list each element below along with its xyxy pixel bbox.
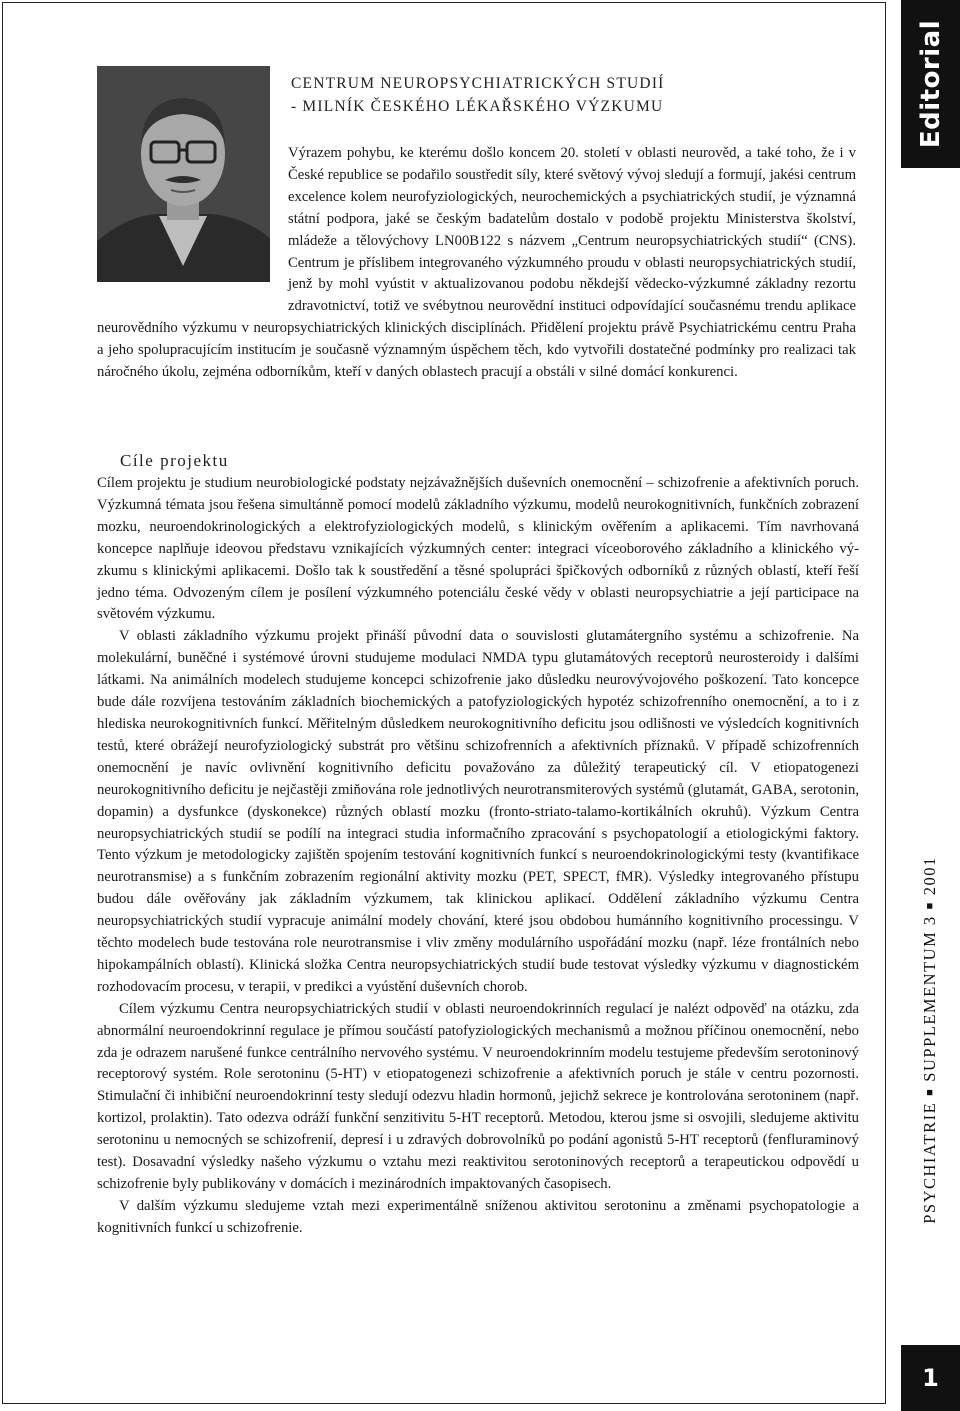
section-paragraph: Cílem projektu je studium neurobiologické podstaty nejzávažnějších duševních onemocnění – schizofrenie a afektivních poruch. Výzkumná témata jsou řešena simultánně pomocí modelů základního výzkumu, modelů neurokognitivních, funkčních zobrazení mozku, neuroendokrinologických a elektrofyziologických modelů, s klinickým ověřením a aplikacemi. Tím navrhovaná koncepce naplňuje ideovou představu vznikajících výzkumných center: integraci víceoborového základního a klinického výzkumu s klinickými aplikacemi. Došlo tak k soustředění a těsné spolupráci špičkových odborníků z různých oblastí, kteří řeší jedno téma. Odvozeným cílem je posílení výzkumného potenciálu české vědy v oblasti neuropsychiatrie a její participace na světovém výzkumu. (97, 475, 859, 623)
intro-block (97, 143, 856, 384)
article-title (291, 72, 851, 118)
journal-info (920, 856, 940, 1224)
section-paragraph: V oblasti základního výzkumu projekt přináší původní data o souvislosti glutamátergního systému a schizofrenie. Na molekulární, buněčné i systémové úrovni studujeme modulaci NMDA typu glutamátových receptorů neurosteroidy i dalšími látkami. Na animálních modelech studujeme koncepci schizofrenie jako důsledku neurovývojového poškození. Tato koncepce bude dále rozvíjena testováním základních biochemických a patofyziologických hypotéz schizofrenního onemocnění, a to i z hlediska neurokognitivních funkcí. Měřitelným důsledkem neurokognitivního deficitu jsou odlišnosti ve výsledcích kognitivních testů, které obrážejí neurofyziologický substrát pro většinu schizofrenních a afektivních příznaků. V případě schizofrenních onemocnění je navíc ovlivnění kognitivního deficitu považováno za důležitý terapeutický cíl. V etiopatogenezi neurokognitivního deficitu je nejčastěji zmiňována role jednotlivých neurotransmiterových systémů (glutamát, GABA, serotonin, dopamin) a dysfunkce (dyskonekce) různých oblastí mozku (fronto-striato-talamo-kortikálních okruhů). Výzkum Centra neuropsychiatrických studií se podílí na integraci studia informačního zpracování s psychopatologií a etiologickými faktory. Tento výzkum je metodologicky zajištěn spojením testování kognitivních funkcí s neuroendokrinologickými testy (kvantifikace neurotransmise) a s funkčním zobrazením regionální aktivity mozku (PET, SPECT, fMR). Výsledky integrovaného přístupu budou dále ověřovány jak základním výzkumem, tak klinickou aplikací. Oddělení základního výzkumu Centra neuropsychiatrických studií vypracuje animální modely chování, které jsou obdobou humánního kognitivního processingu. V těchto modelech bude testována role neurotransmise i vliv změny modulárního uspořádání mozku (např. léze frontálních nebo hipokampálních oblastí). Klinická složka Centra neuropsychiatrických studií bude testovat výsledky výzkumu v diagnostickém rozhodovacím procesu, v terapii, v predikci a vyústění duševních chorob. (97, 628, 859, 995)
editorial-label: Editorial (915, 19, 946, 149)
section-title: Cíle projektu (120, 451, 229, 470)
year-label: 2001 (920, 856, 939, 896)
intro-paragraph: Výrazem pohybu, ke kterému došlo koncem 20. století v oblasti neurověd, a také toho, že i v České republice se podařilo soustředit síly, které světový vývoj sledují a formují, jakési centrum excelence kolem neurofyziologických, neurochemických a psychiatrických studií, je významná státní podpora, jaké se českým badatelům dostalo v podobě projektu Ministerstva školství, mládeže a tělovýchovy LN00B122 s názvem „Centrum neuropsychiatrických studií“ (CNS). Centrum je příslibem integrovaného výzkumného proudu v oblasti neuropsychiatrických studií, jenž by mohl vyústit v aktualizovanou podobu někdejší vědecko-výzkumné základny rezortu zdravotnictví, totiž ve svébytnou neurovědní instituci odpovídající současnému trendu aplikace neurovědního výzkumu v neuropsychiatrických klinických disciplínách. Přidělení projektu právě Psychiatrickému centru Praha a jeho spolupracujícím institucím je současně významným úspěchem těch, kdo vytvořili dostatečné podmínky pro realizaci tak náročného úkolu, zejména odborníkům, kteří v daných oblastech pracují a obstáli v silné domácí konkurenci. (97, 145, 856, 381)
page-number: 1 (901, 1345, 960, 1411)
article-title-line-1: CENTRUM NEUROPSYCHIATRICKÝCH STUDIÍ (291, 75, 665, 92)
editorial-tab (901, 0, 960, 168)
section-body (97, 473, 859, 1240)
journal-name: PSYCHIATRIE (920, 1101, 939, 1224)
article-title-line-2: - MILNÍK ČESKÉHO LÉKAŘSKÉHO VÝZKUMU (291, 98, 664, 115)
section-paragraph: Cílem výzkumu Centra neuropsychiatrických studií v oblasti neuroendokrinních regulací je nalézt odpověď na otázku, zda abnormální neuroendokrinní regulace je přímou součástí patofyziologických mechanismů a možnou příčinou onemocnění, nebo zda je odrazem narušené funkce centrálního nervového systému. V neuroendokrinním modelu testujeme především serotoninový receptorový systém. Role serotoninu (5-HT) v etiopatogenezi schizofrenie a afektivních poruch je stále v centru pozornosti. Stimulační či inhibiční neuroendokrinní testy sledují odezvu hladin hormonů, jejichž sekrece je kontrolována serotoninem (např. kortizol, prolaktin). Tato odezva odráží funkční senzitivitu 5-HT receptorů. Metodou, kterou jsme si osvojili, sledujeme aktivitu serotoninu u nemocných se schizofrenií, depresí i u zdravých dobrovolníků po podání agonistů 5-HT receptorů (fenfluraminový test). Dosavadní výsledky našeho výzkumu o vztahu mezi reaktivitou serotoninových receptorů a terapeutickou odpovědí u schizofrenie byly publikovány v domácích i mezinárodních impaktovaných časopisech. (97, 1000, 859, 1192)
section-paragraph: V dalším výzkumu sledujeme vztah mezi experimentálně sníženou aktivitou serotoninu a změnami psychopatologie a kognitivních funkcí u schizofrenie. (97, 1197, 859, 1236)
separator-square-icon: ■ (924, 901, 936, 910)
separator-square-icon: ■ (924, 1087, 936, 1096)
photo-wrap-spacer (97, 143, 288, 317)
supplement-label: SUPPLEMENTUM 3 (920, 915, 939, 1082)
